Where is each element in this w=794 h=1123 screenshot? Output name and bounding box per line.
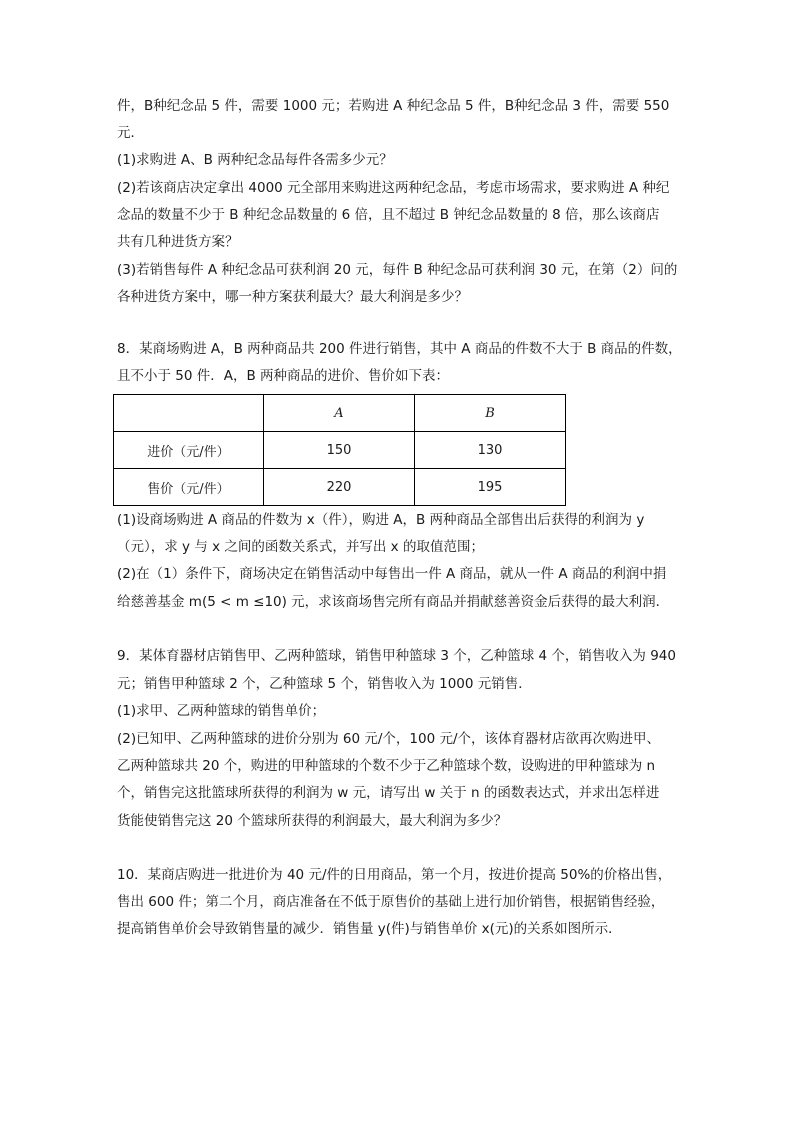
problem-9-text: 9．某体育器材店销售甲、乙两种篮球，销售甲种篮球 3 个，乙种篮球 4 个，销售收入为 940 <box>117 648 676 664</box>
table-cell: 195 <box>415 469 566 506</box>
text-line: 个，销售完这批篮球所获得的利润为 w 元，请写出 w 关于 n 的函数表达式，并求出怎样进 <box>117 785 660 801</box>
table-row <box>114 469 566 506</box>
text-line: 给慈善基金 m(5 < m ≤10) 元，求该商场售完所有商品并捐献慈善资金后获得的最大利润． <box>117 594 670 610</box>
question-part: (2)若该商店决定拿出 4000 元全部用来购进这两种纪念品，考虑市场需求，要求购进 A 种纪 <box>117 180 670 196</box>
text-line: （元），求 y 与 x 之间的函数关系式，并写出 x 的取值范围； <box>117 539 484 555</box>
text-line: 货能使销售完这 20 个篮球所获得的利润最大，最大利润为多少？ <box>117 813 508 829</box>
text-line: 乙两种篮球共 20 个，购进的甲种篮球的个数不少于乙种篮球个数，设购进的甲种篮球为 n <box>117 758 656 774</box>
table-cell <box>114 395 264 432</box>
question-part: (2)在（1）条件下，商场决定在销售活动中每售出一件 A 商品，就从一件 A 商品的利润中捐 <box>117 566 667 582</box>
table-cell: 150 <box>264 432 415 469</box>
text-line: 元；销售甲种篮球 2 个，乙种篮球 5 个，销售收入为 1000 元销售． <box>117 676 532 692</box>
question-part: (1)求甲、乙两种篮球的销售单价； <box>117 703 326 719</box>
table-header-row <box>114 395 566 432</box>
text-line: 元． <box>117 125 144 141</box>
table-cell: 售价（元/件） <box>114 469 264 506</box>
text-line: 件，B种纪念品 5 件，需要 1000 元；若购进 A 种纪念品 5 件，B种纪念品 3 件，需要 550 <box>117 98 670 114</box>
text-line: 共有几种进货方案？ <box>117 234 239 250</box>
table-header-cell: B <box>415 395 566 432</box>
problem-8-text: 8．某商场购进 A，B 两种商品共 200 件进行销售，其中 A 商品的件数不大于 B 商品的件数， <box>117 341 682 357</box>
text-line: 念品的数量不少于 B 种纪念品数量的 6 倍，且不超过 B 钟纪念品数量的 8 倍，那么该商店 <box>117 207 660 223</box>
question-part: (1)求购进 A、B 两种纪念品每件各需多少元？ <box>117 152 393 168</box>
question-part: (1)设商场购进 A 商品的件数为 x（件），购进 A，B 两种商品全部售出后获得的利润为 y <box>117 512 645 528</box>
question-part: (3)若销售每件 A 种纪念品可获利润 20 元，每件 B 种纪念品可获利润 30 元，在第（2）问的 <box>117 262 678 278</box>
text-line: 售出 600 件；第二个月，商店准备在不低于原售价的基础上进行加价销售，根据销售经验， <box>117 894 665 910</box>
table-header-cell: A <box>264 395 415 432</box>
problem-10-text: 10．某商店购进一批进价为 40 元/件的日用商品，第一个月，按进价提高 50%的价格出售， <box>117 867 672 883</box>
table-cell: 220 <box>264 469 415 506</box>
question-part: (2)已知甲、乙两种篮球的进价分别为 60 元/个，100 元/个，该体育器材店欲再次购进甲、 <box>117 731 661 747</box>
table-cell: 进价（元/件） <box>114 432 264 469</box>
text-line: 提高销售单价会导致销售量的减少．销售量 y(件)与销售单价 x(元)的关系如图所示． <box>117 921 622 937</box>
text-line: 各种进货方案中，哪一种方案获利最大？最大利润是多少？ <box>117 289 468 305</box>
price-table <box>113 394 566 506</box>
table-cell: 130 <box>415 432 566 469</box>
table-row <box>114 432 566 469</box>
text-line: 且不小于 50 件．A，B 两种商品的进价、售价如下表： <box>117 368 450 384</box>
